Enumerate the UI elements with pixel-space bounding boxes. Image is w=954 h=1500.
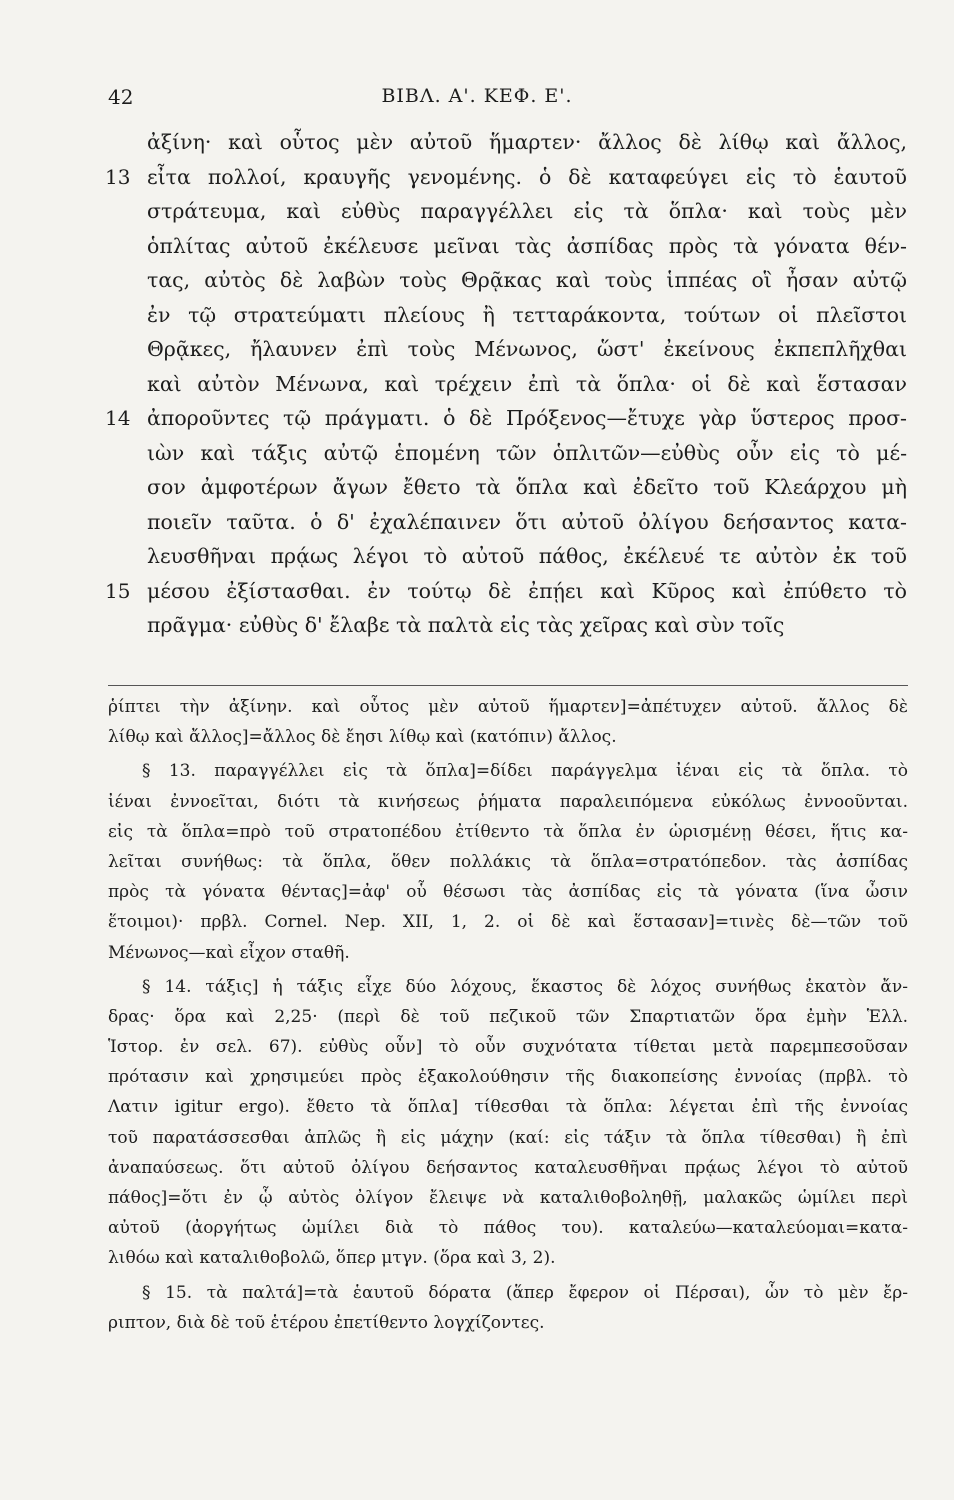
line-text: μέσου ἐξίστασθαι. ἐν τούτῳ δὲ ἐπῄει καὶ Κῦρος καὶ ἐπύθετο τὸ: [147, 578, 907, 603]
note-line: ριπτον, διὰ δὲ τοῦ ἑτέρου ἐπετίθεντο λογχίζοντες.: [108, 1312, 545, 1333]
section-number: 14: [105, 406, 131, 430]
note-line: Ἱστορ. ἐν σελ. 67). εὐθὺς οὖν] τὸ οὖν συχνότατα τίθεται μετὰ παρεμπεσοῦσαν: [108, 1037, 908, 1058]
line-text: ιὼν καὶ τάξις αὐτῷ ἑπομένη τῶν ὁπλιτῶν—εὐθὺς οὖν εἰς τὸ μέ-: [147, 440, 907, 465]
text-line: [147, 539, 907, 574]
page-number: 42: [108, 85, 134, 109]
note-line: πρότασιν καὶ χρησιμεύει πρὸς ἐξακολούθησιν τῆς διακοπείσης ἐννοίας (πρβλ. τὸ: [108, 1067, 908, 1088]
line-text: στράτευμα, καὶ εὐθὺς παραγγέλλει εἰς τὰ ὅπλα· καὶ τοὺς μὲν: [147, 199, 907, 223]
line-text: ἀποροῦντες τῷ πράγματι. ὁ δὲ Πρόξενος—ἔτυχε γὰρ ὕστερος προσ-: [147, 406, 907, 430]
note-line: πάθος]=ὅτι ἐν ᾧ αὐτὸς ὀλίγον ἔλειψε νὰ καταλιθοβοληθῇ, μαλακῶς ὡμίλει περὶ: [108, 1188, 908, 1208]
note-line: Λατιν igitur ergo). ἔθετο τὰ ὅπλα] τίθεσθαι τὰ ὅπλα: λέγεται ἐπὶ τῆς ἐννοίας: [108, 1097, 908, 1118]
main-text: [105, 125, 907, 643]
note-line: λεῖται συνήθως: τὰ ὅπλα, ὅθεν πολλάκις τὰ ὅπλα=στρατόπεδον. τὰς ἀσπίδας: [108, 851, 908, 872]
text-line: [105, 160, 907, 195]
note-line: Μένωνος—καὶ εἶχον σταθῆ.: [108, 942, 350, 963]
text-line: [147, 332, 907, 367]
line-text: καὶ αὐτὸν Μένωνα, καὶ τρέχειν ἐπὶ τὰ ὅπλα· οἱ δὲ καὶ ἕστασαν: [147, 371, 907, 396]
line-text: εἶτα πολλοί, κραυγῆς γενομένης. ὁ δὲ καταφεύγει εἰς τὸ ἑαυτοῦ: [147, 164, 907, 189]
note-line: ῥίπτει τὴν ἀξίνην. καὶ οὗτος μὲν αὐτοῦ ἥμαρτεν]=ἀπέτυχεν αὐτοῦ. ἄλλος δὲ: [108, 697, 908, 717]
text-line: [147, 608, 907, 643]
section-number: 13: [105, 164, 131, 189]
text-line: [147, 436, 907, 471]
note-line: ἰέναι ἐννοεῖται, διότι τὰ κινήσεως ῥήματα παραλειπόμενα εὐκόλως ἐννοοῦνται.: [108, 791, 908, 812]
line-text: λευσθῆναι πρᾴως λέγοι τὸ αὐτοῦ πάθος, ἐκέλευέ τε αὐτὸν ἐκ τοῦ: [147, 544, 907, 568]
text-line: [147, 194, 907, 229]
note-line: αὐτοῦ (ἀοργήτως ὡμίλει διὰ τὸ πάθος του). καταλεύω—καταλεύομαι=κατα-: [108, 1218, 908, 1239]
line-text: ἐν τῷ στρατεύματι πλείους ἢ τετταράκοντα, τούτων οἱ πλεῖστοι: [147, 302, 907, 327]
text-line: [105, 401, 907, 436]
text-line: [147, 229, 907, 264]
text-line: [147, 263, 907, 298]
note-line: § 15. τὰ παλτά]=τὰ ἑαυτοῦ δόρατα (ἅπερ ἔφερον οἱ Πέρσαι), ὧν τὸ μὲν ἔρ-: [142, 1282, 908, 1303]
text-line: [147, 505, 907, 540]
footnote-divider: [108, 685, 908, 686]
note-line: λίθῳ καὶ ἄλλος]=ἄλλος δὲ ἔησι λίθῳ καὶ (κατόπιν) ἄλλος.: [108, 727, 617, 748]
note-line: δρας· ὅρα καὶ 2,25· (περὶ δὲ τοῦ πεζικοῦ τῶν Σπαρτιατῶν ὅρα ἐμὴν Ἑλλ.: [108, 1006, 908, 1027]
note-line: § 14. τάξις] ἡ τάξις εἶχε δύο λόχους, ἕκαστος δὲ λόχος συνήθως ἑκατὸν ἄν-: [142, 976, 908, 997]
text-line: [105, 574, 907, 609]
line-text: ποιεῖν ταῦτα. ὁ δ' ἐχαλέπαινεν ὅτι αὐτοῦ ὀλίγου δεήσαντος κατα-: [147, 509, 907, 534]
line-text: Θρᾷκες, ἤλαυνεν ἐπὶ τοὺς Μένωνος, ὥστ' ἐκείνους ἐκπεπλῆχθαι: [147, 337, 907, 361]
text-line: [147, 125, 907, 160]
line-text: ὁπλίτας αὐτοῦ ἐκέλευσε μεῖναι τὰς ἀσπίδας πρὸς τὰ γόνατα θέν-: [147, 233, 907, 258]
text-line: [147, 470, 907, 505]
page-header: [0, 85, 954, 115]
note-line: τοῦ παρατάσσεσθαι ἁπλῶς ἢ εἰς μάχην (καί: εἰς τάξιν τὰ ὅπλα τίθεσθαι) ἢ ἐπὶ: [108, 1127, 908, 1148]
note-line: λιθόω καὶ καταλιθοβολῶ, ὅπερ μτγν. (ὅρα καὶ 3, 2).: [108, 1248, 556, 1269]
note-line: πρὸς τὰ γόνατα θέντας]=ἀφ' οὗ θέσωσι τὰς ἀσπίδας εἰς τὰ γόνατα (ἵνα ὦσιν: [108, 882, 908, 903]
text-line: [147, 367, 907, 402]
note-line: ἀναπαύσεως. ὅτι αὐτοῦ ὀλίγου δεήσαντος καταλευσθῆναι πρᾴως λέγοι τὸ αὐτοῦ: [108, 1157, 908, 1178]
line-text: τας, αὐτὸς δὲ λαβὼν τοὺς Θρᾷκας καὶ τοὺς ἱππέας οἳ ἦσαν αὐτῷ: [147, 268, 907, 292]
commentary-notes: [108, 692, 908, 1338]
note-line: ἕτοιμοι)· πρβλ. Cornel. Nep. XII, 1, 2. οἱ δὲ καὶ ἕστασαν]=τινὲς δὲ—τῶν τοῦ: [108, 912, 908, 933]
text-line: [147, 298, 907, 333]
note-line: εἰς τὰ ὅπλα=πρὸ τοῦ στρατοπέδου ἐτίθεντο τὰ ὅπλα ἐν ὡρισμένῃ θέσει, ἥτις κα-: [108, 821, 908, 842]
section-number: 15: [105, 578, 131, 603]
note-line: § 13. παραγγέλλει εἰς τὰ ὅπλα]=δίδει παράγγελμα ἰέναι εἰς τὰ ὅπλα. τὸ: [142, 761, 908, 782]
line-text: πρᾶγμα· εὐθὺς δ' ἔλαβε τὰ παλτὰ εἰς τὰς χεῖρας καὶ σὺν τοῖς: [147, 613, 785, 637]
running-title: ΒΙΒΛ. Α'. ΚΕΦ. Ε'.: [381, 85, 573, 107]
line-text: σον ἀμφοτέρων ἄγων ἔθετο τὰ ὅπλα καὶ ἐδεῖτο τοῦ Κλεάρχου μὴ: [147, 475, 907, 499]
line-text: ἀξίνη· καὶ οὗτος μὲν αὐτοῦ ἥμαρτεν· ἄλλος δὲ λίθῳ καὶ ἄλλος,: [147, 130, 907, 154]
